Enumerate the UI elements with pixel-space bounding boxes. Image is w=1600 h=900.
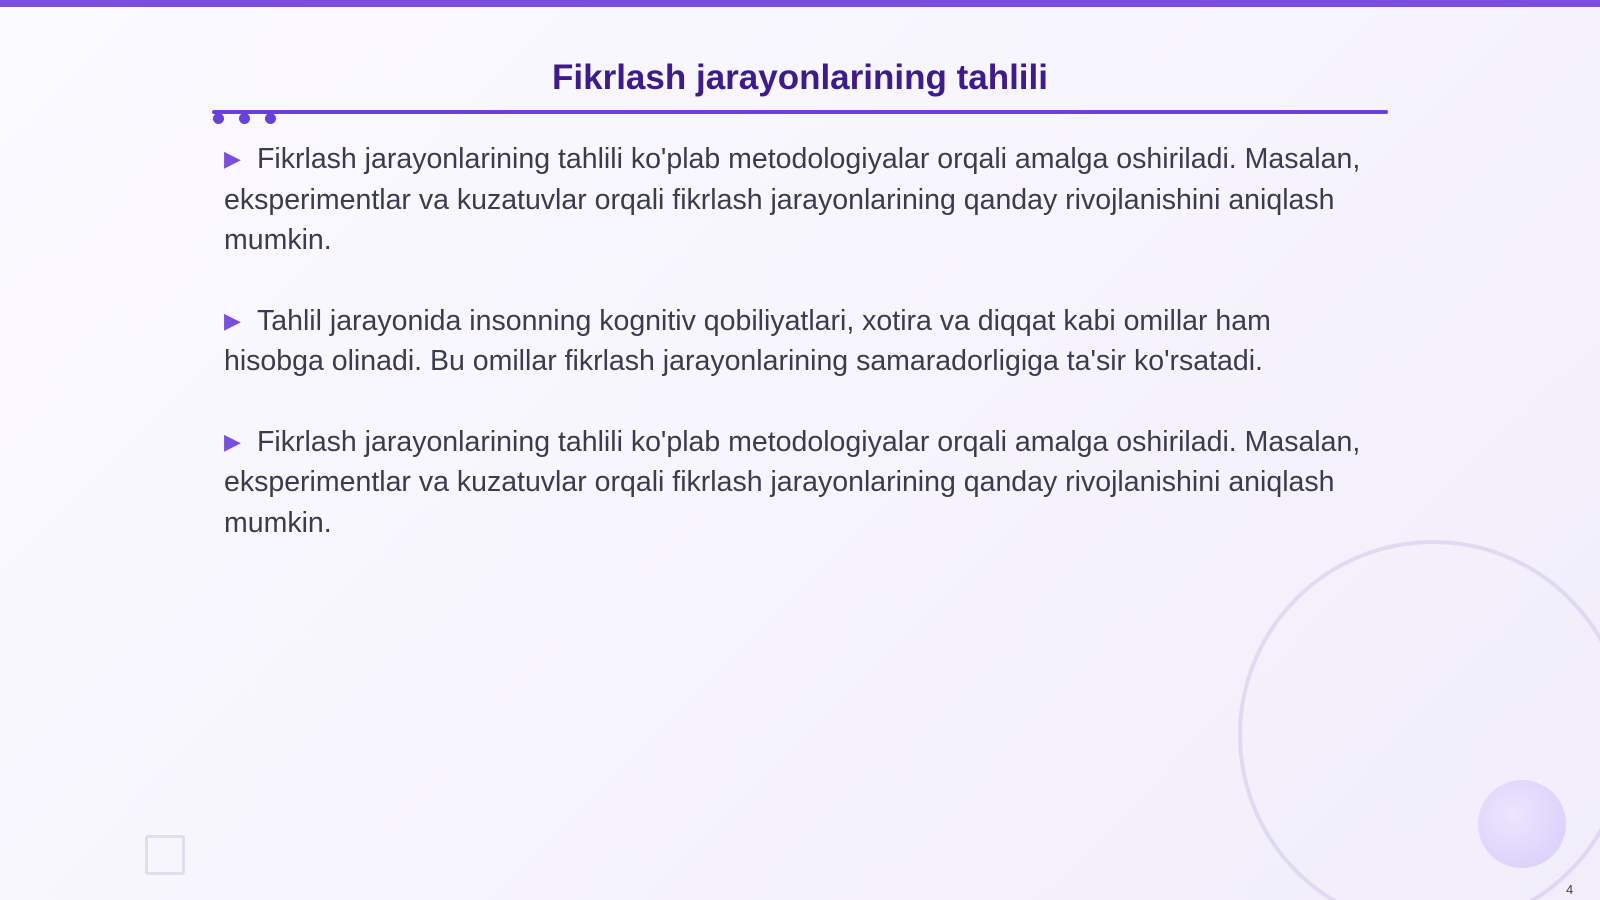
decorative-dot [239,113,250,124]
bullet-paragraph [224,422,1374,544]
decorative-dot [213,113,224,124]
triangle-right-icon: ▶ [224,307,241,333]
title-underline [212,110,1388,114]
top-accent-bar [0,0,1600,7]
decorative-dot [265,113,276,124]
bullet-text: Fikrlash jarayonlarining tahlili ko'plab metodologiyalar orqali amalga oshiriladi. Masalan, eksperimentlar va kuzatuvlar orqali fikrlash jarayonlarining qanday rivojlanishini aniqlash mumkin. [224,425,1361,539]
bullet-paragraph [224,139,1374,261]
bullet-paragraph [224,301,1374,382]
decorative-circle [1478,780,1566,868]
bullet-text: Fikrlash jarayonlarining tahlili ko'plab metodologiyalar orqali amalga oshiriladi. Masalan, eksperimentlar va kuzatuvlar orqali fikrlash jarayonlarining qanday rivojlanishini aniqlash mumkin. [224,143,1361,256]
page-number: 4 [1566,882,1574,897]
bullet-text: Tahlil jarayonida insonning kognitiv qobiliyatlari, xotira va diqqat kabi omillar ham hisobga olinadi. Bu omillar fikrlash jarayonlarining samaradorligiga ta'sir ko'rsatadi. [224,304,1271,377]
decorative-square [145,835,185,875]
triangle-right-icon: ▶ [224,146,241,171]
bullet-list [224,139,1374,583]
triangle-right-icon: ▶ [224,428,241,454]
slide-title: Fikrlash jarayonlarining tahlili [552,58,1048,97]
